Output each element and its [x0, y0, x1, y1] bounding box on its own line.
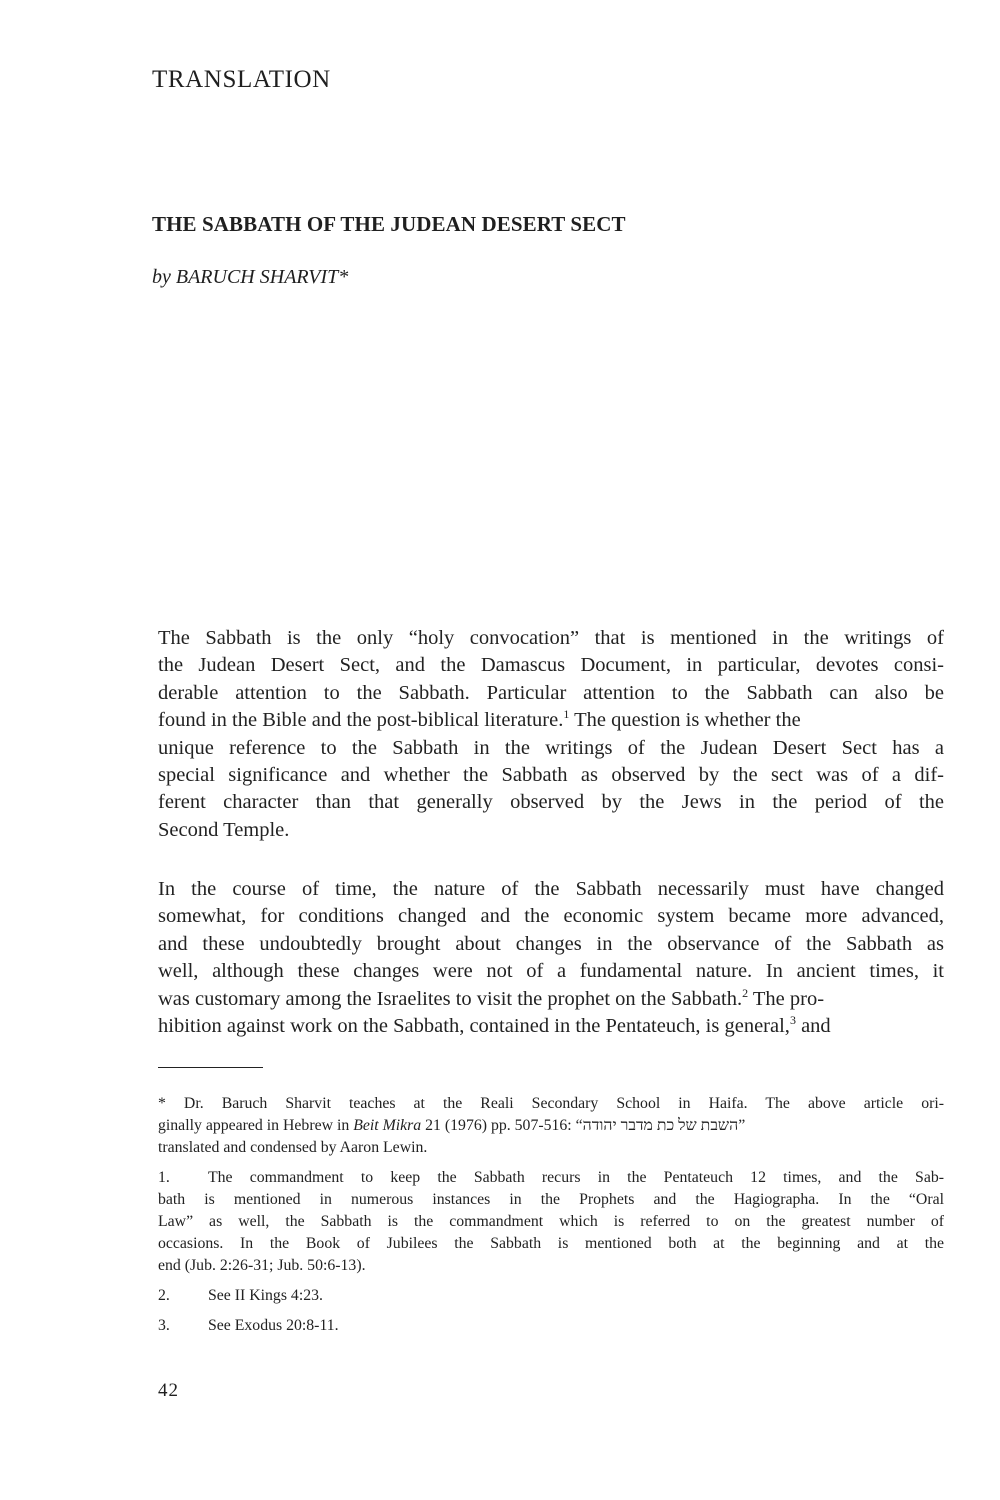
body-paragraph-1	[158, 625, 944, 844]
text-fragment: found in the Bible and the post-biblical literature.	[158, 709, 564, 732]
text-fragment: hibition against work on the Sabbath, contained in the Pentateuch, is general,	[158, 1015, 790, 1038]
text-fragment: See Exodus 20:8-11.	[208, 1317, 339, 1334]
text-fragment: and	[795, 1015, 831, 1038]
text-line	[158, 1013, 944, 1040]
footnote-number: 2.	[158, 1287, 170, 1304]
text-line	[158, 707, 944, 734]
text-line: special significance and whether the Sabbath as observed by the sect was of a dif-	[158, 764, 944, 787]
text-line: The Sabbath is the only “holy convocation” that is mentioned in the writings of	[158, 627, 944, 649]
footnote-3	[158, 1315, 944, 1337]
text-line: * Dr. Baruch Sharvit teaches at the Reali Secondary School in Haifa. The above article ori-	[158, 1095, 944, 1112]
text-line: unique reference to the Sabbath in the writings of the Judean Desert Sect has a	[158, 736, 944, 759]
text-line: derable attention to the Sabbath. Particular attention to the Sabbath can also be	[158, 681, 944, 704]
text-fragment: 21 (1976) pp. 507-516:	[421, 1117, 576, 1134]
text-line	[158, 986, 944, 1013]
article-byline: by BARUCH SHARVIT*	[152, 266, 349, 288]
footnote-ref-2: 2	[742, 985, 749, 1000]
journal-title: Beit Mikra	[353, 1117, 422, 1134]
text-line: In the course of time, the nature of the Sabbath necessarily must have changed	[158, 878, 944, 900]
text-line: end (Jub. 2:26-31; Jub. 50:6-13).	[158, 1257, 366, 1274]
text-line: Second Temple.	[158, 818, 290, 841]
text-fragment: ginally appeared in Hebrew in	[158, 1117, 354, 1134]
footnote-ref-3: 3	[789, 1013, 796, 1028]
section-label: TRANSLATION	[152, 66, 331, 93]
text-line: the Judean Desert Sect, and the Damascus Document, in particular, devotes consi-	[158, 654, 944, 677]
text-line: occasions. In the Book of Jubilees the Sabbath is mentioned both at the beginning and at the	[158, 1235, 944, 1252]
footnotes	[158, 1093, 944, 1345]
author-footnote	[158, 1093, 944, 1159]
text-line: translated and condensed by Aaron Lewin.	[158, 1139, 428, 1156]
body-paragraph-2	[158, 876, 944, 1040]
article-title: THE SABBATH OF THE JUDEAN DESERT SECT	[152, 212, 626, 236]
text-line: ferent character than that generally observed by the Jews in the period of the	[158, 791, 944, 814]
text-fragment: The commandment to keep the Sabbath recurs in the Pentateuch 12 times, and the Sab-	[208, 1169, 944, 1186]
text-line: Law” as well, the Sabbath is the commandment which is referred to on the greatest number of	[158, 1213, 944, 1230]
text-line	[158, 1315, 944, 1337]
hebrew-title: השבת של כת מדבר יהודה	[582, 1117, 739, 1134]
text-line	[158, 1167, 944, 1189]
footnote-number: 3.	[158, 1317, 170, 1334]
text-fragment: See II Kings 4:23.	[208, 1287, 323, 1304]
footnote-divider	[158, 1067, 263, 1068]
text-line: ginally appeared in Hebrew in Beit Mikra 21 (1976) pp. 507-516: “השבת של כת מדבר יהודה”	[158, 1117, 746, 1134]
footnote-ref-1: 1	[563, 707, 570, 722]
footnote-1	[158, 1167, 944, 1277]
text-fragment: The question is whether the	[569, 709, 801, 732]
footnote-number: 1.	[158, 1169, 170, 1186]
text-line: bath is mentioned in numerous instances in the Prophets and the Hagiographa. In the “Oral	[158, 1191, 944, 1208]
text-fragment: was customary among the Israelites to visit the prophet on the Sabbath.	[158, 987, 743, 1010]
text-line: and these undoubtedly brought about changes in the observance of the Sabbath as	[158, 932, 944, 955]
text-line: well, although these changes were not of a fundamental nature. In ancient times, it	[158, 960, 944, 983]
footnote-2	[158, 1285, 944, 1307]
page-number: 42	[158, 1380, 179, 1401]
text-fragment: The pro-	[748, 987, 825, 1010]
text-line	[158, 1285, 944, 1307]
text-line: somewhat, for conditions changed and the economic system became more advanced,	[158, 905, 944, 928]
